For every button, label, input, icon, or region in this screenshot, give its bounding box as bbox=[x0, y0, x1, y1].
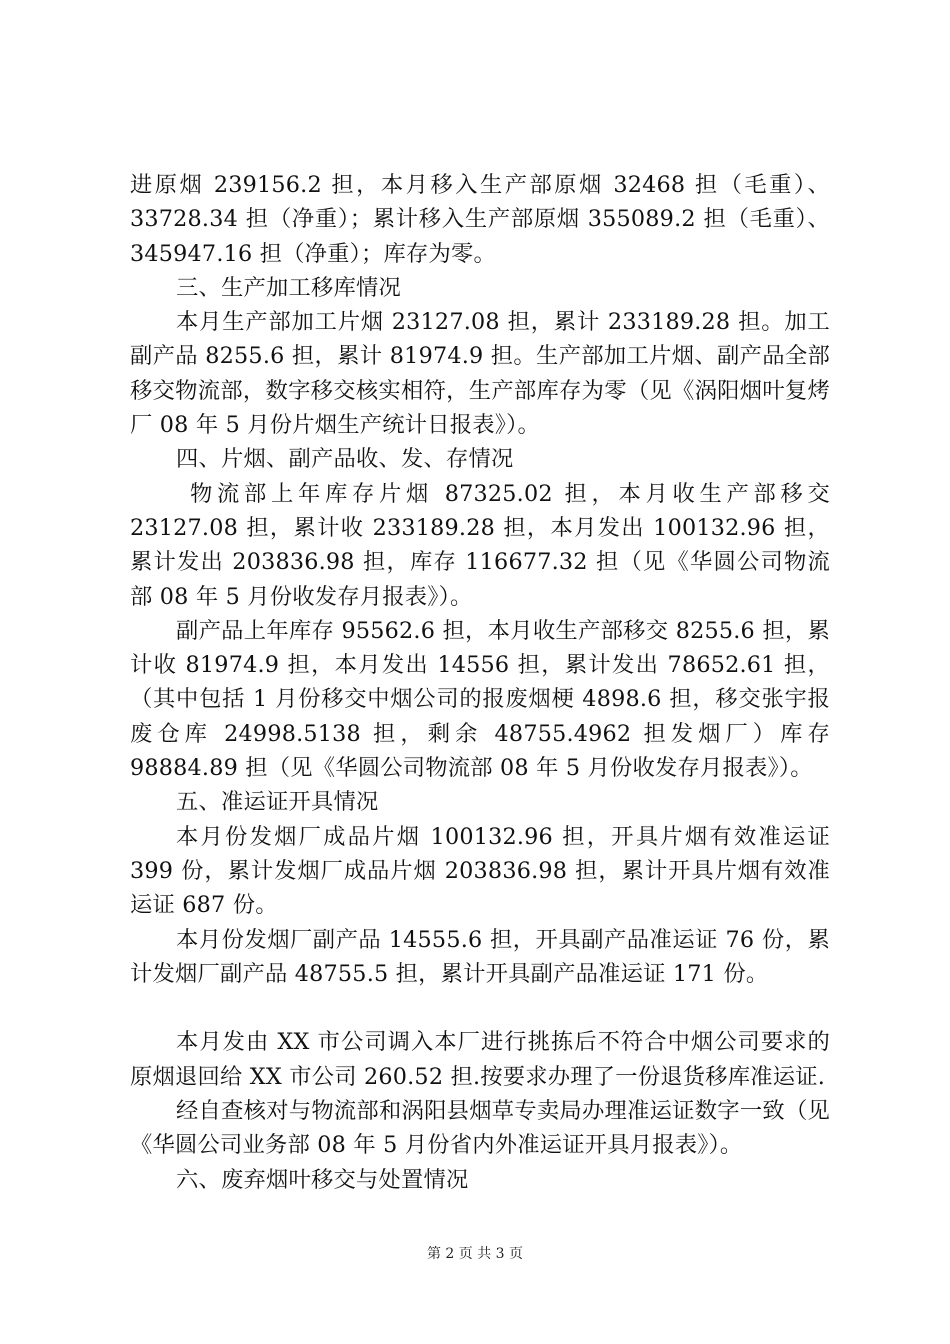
paragraph-self-check: 经自查核对与物流部和涡阳县烟草专卖局办理准运证数字一致（见《华圆公司业务部 08 年 5 月份省内外准运证开具月报表》）。 bbox=[130, 1098, 830, 1159]
section-heading-waste-disposal: 六、废弃烟叶移交与处置情况 bbox=[176, 1166, 469, 1193]
paragraph-spacer bbox=[130, 991, 830, 1025]
section-heading-receipt-dispatch: 四、片烟、副产品收、发、存情况 bbox=[176, 446, 514, 473]
paragraph-logistics-inventory: 物流部上年库存片烟 87325.02 担，本月收生产部移交 23127.08 担，累计收 233189.28 担，本月发出 100132.96 担，累计发出 203836.98 担，库存 116677.32 担（见《华圆公司物流部 08 年 5 月份收发存月报表》）。 bbox=[130, 480, 830, 610]
paragraph-byproduct-inventory: 副产品上年库存 95562.6 担，本月收生产部移交 8255.6 担，累计收 81974.9 担，本月发出 14556 担，累计发出 78652.61 担，（其中包括 1 月份移交中烟公司的报废烟梗 4898.6 担，移交张宇报废仓库 24998.5138 担，剩余 48755.4962 担发烟厂）库存 98884.89 担（见《华圆公司物流部 08 年 5 月份收发存月报表》）。 bbox=[130, 617, 830, 782]
paragraph-raw-tobacco-transfer: 进原烟 239156.2 担，本月移入生产部原烟 32468 担（毛重）、33728.34 担（净重）；累计移入生产部原烟 355089.2 担（毛重）、345947.16 担（净重）；库存为零。 bbox=[130, 172, 830, 267]
section-heading-permits: 五、准运证开具情况 bbox=[176, 789, 379, 816]
section-heading-production: 三、生产加工移库情况 bbox=[176, 274, 401, 301]
paragraph-finished-tobacco-permits: 本月份发烟厂成品片烟 100132.96 担，开具片烟有效准运证 399 份，累计发烟厂成品片烟 203836.98 担，累计开具片烟有效准运证 687 份。 bbox=[130, 823, 830, 919]
paragraph-byproduct-permits: 本月份发烟厂副产品 14555.6 担，开具副产品准运证 76 份，累计发烟厂副产品 48755.5 担，累计开具副产品准运证 171 份。 bbox=[130, 926, 830, 987]
paragraph-returned-tobacco: 本月发由 XX 市公司调入本厂进行挑拣后不符合中烟公司要求的原烟退回给 XX 市公司 260.52 担.按要求办理了一份退货移库准运证. bbox=[130, 1029, 830, 1090]
document-body bbox=[130, 168, 830, 1197]
page-footer: 第 2 页 共 3 页 bbox=[426, 1246, 524, 1262]
paragraph-production-processing: 本月生产部加工片烟 23127.08 担，累计 233189.28 担。加工副产品 8255.6 担，累计 81974.9 担。生产部加工片烟、副产品全部移交物流部，数字移交核实相符，生产部库存为零（见《涡阳烟叶复烤厂 08 年 5 月份片烟生产统计日报表》）。 bbox=[130, 309, 830, 439]
